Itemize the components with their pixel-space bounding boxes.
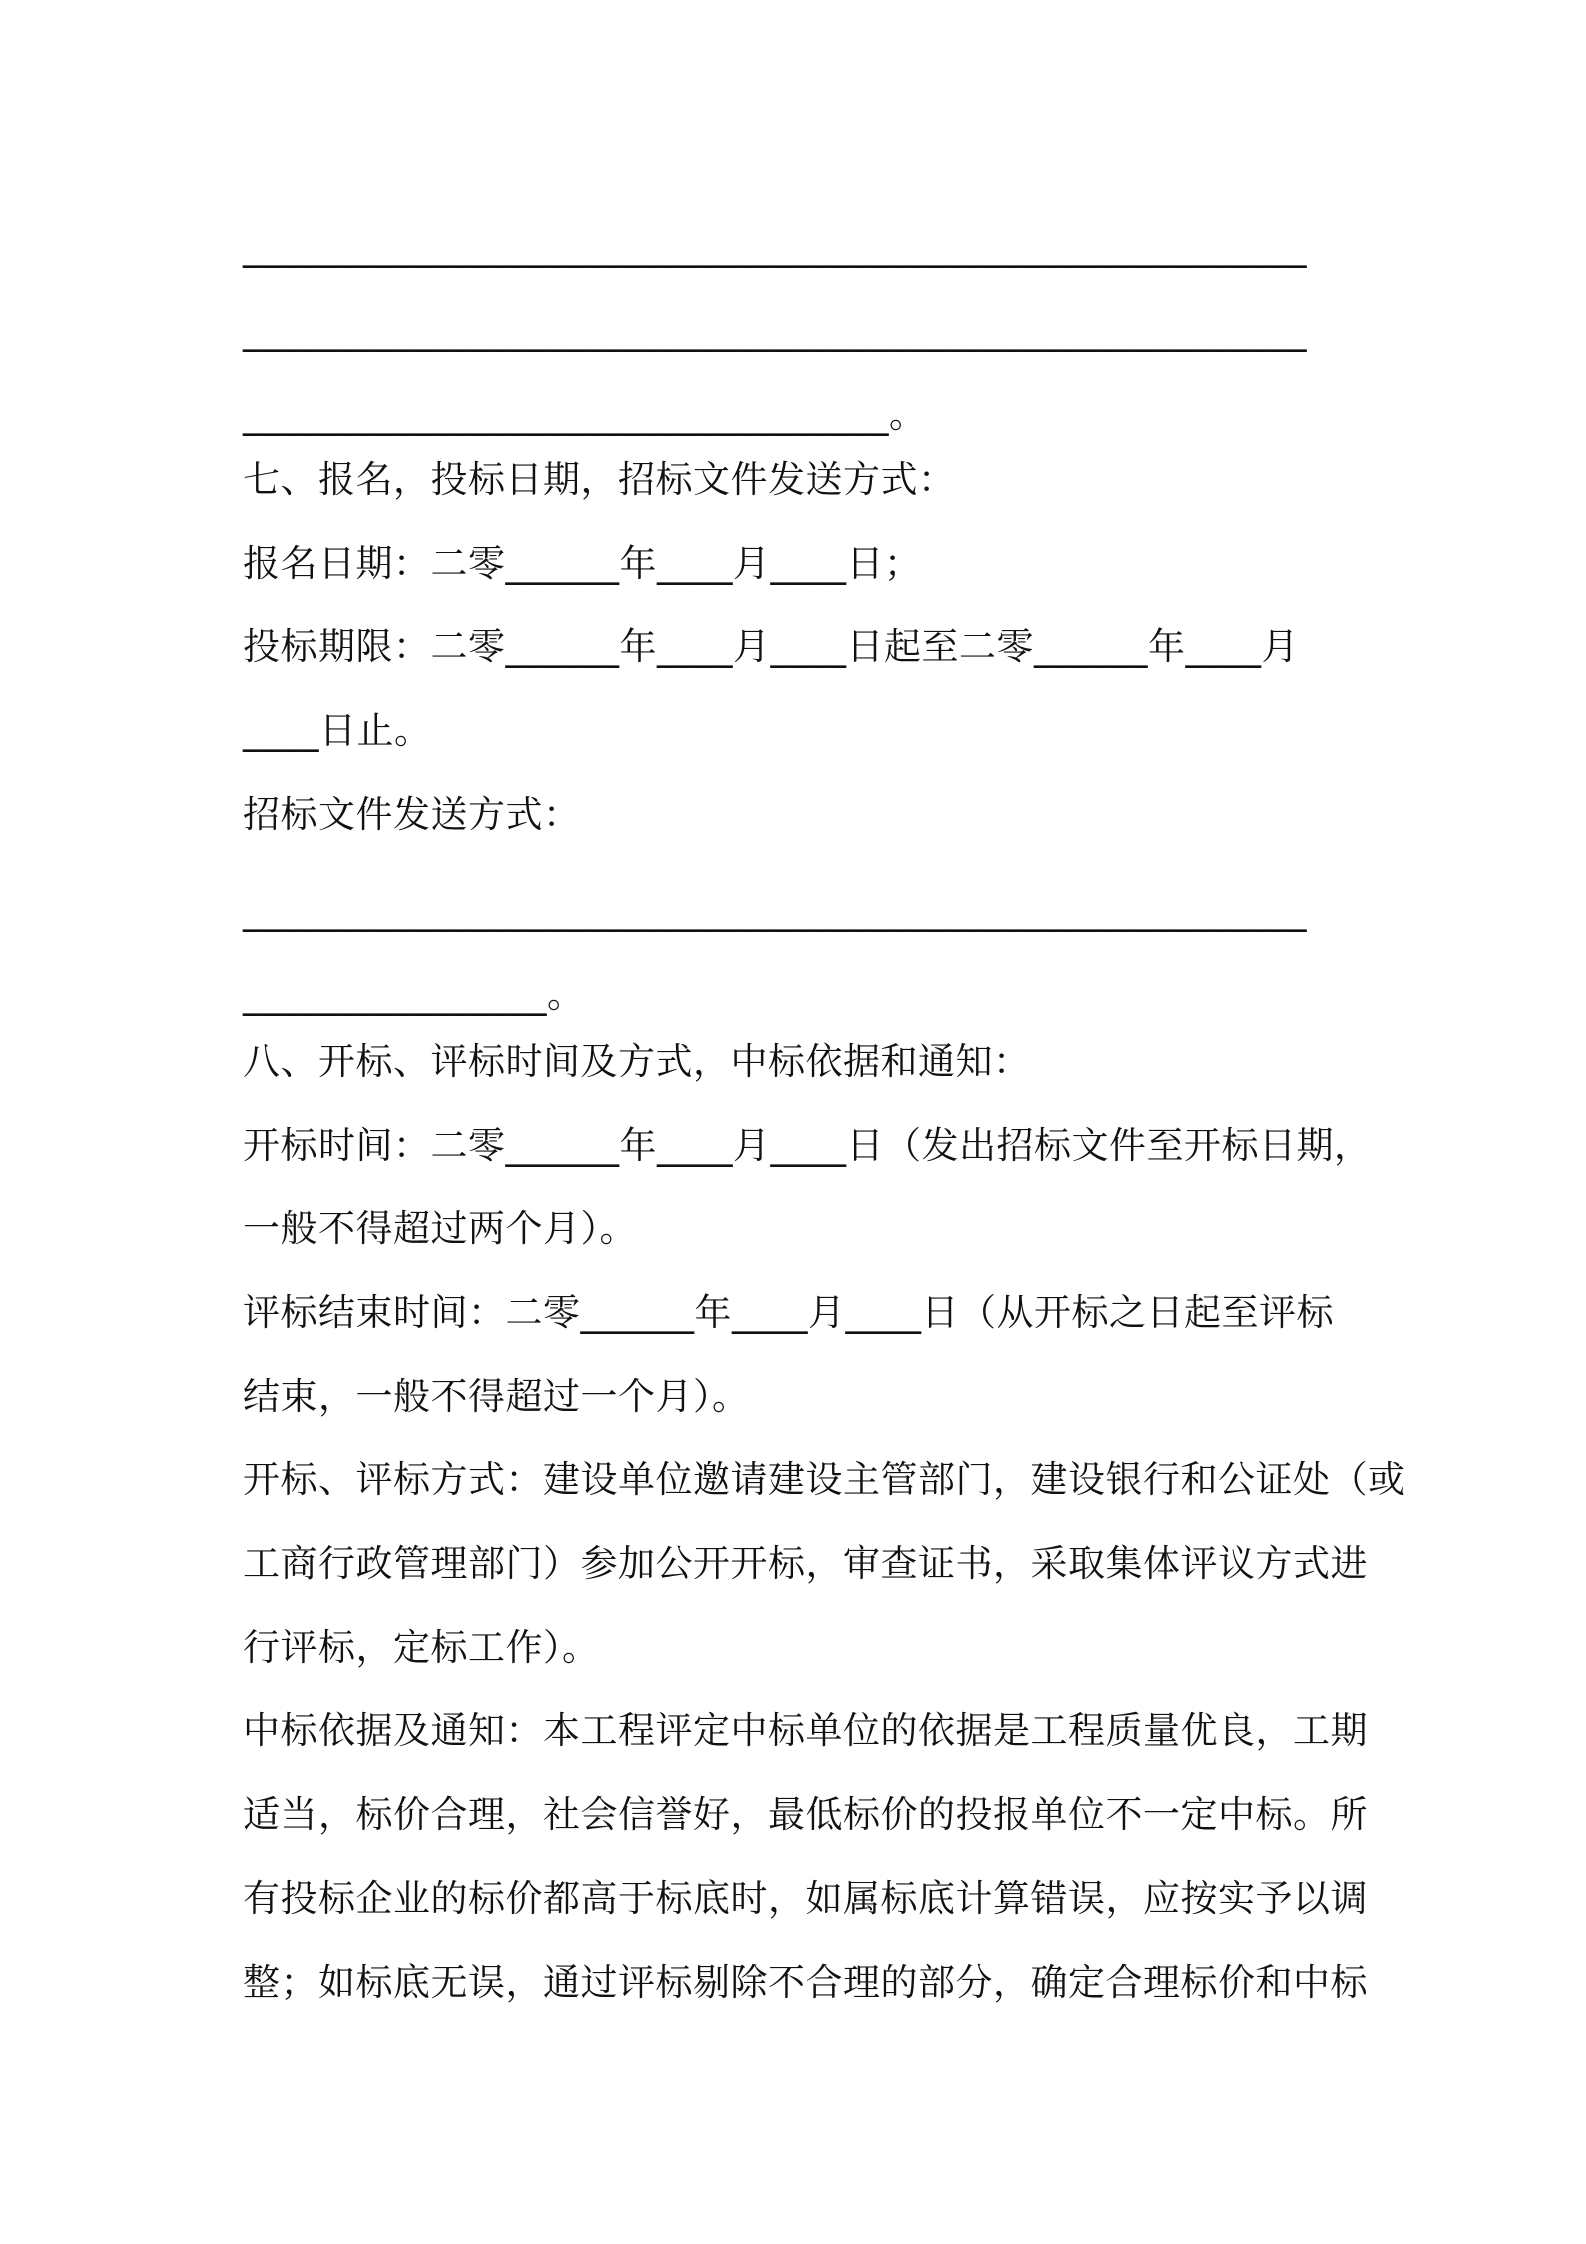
- body-text-line: 有投标企业的标价都高于标底时，如属标底计算错误，应按实予以调: [243, 1877, 1368, 1920]
- bid-period-line: ____日止。: [243, 709, 432, 752]
- body-text-line: 结束，一般不得超过一个月）。: [243, 1375, 750, 1418]
- blank-fill-line: ________________。: [243, 973, 585, 1016]
- blank-fill-line: ________________________________________________________: [243, 225, 1307, 268]
- section-heading: 七、报名，投标日期，招标文件发送方式：: [243, 458, 956, 501]
- body-text-line: 行评标，定标工作）。: [243, 1626, 600, 1669]
- body-text-line: 一般不得超过两个月）。: [243, 1207, 637, 1250]
- document-delivery-label: 招标文件发送方式：: [243, 793, 581, 836]
- body-text-line: 适当，标价合理，社会信誉好，最低标价的投报单位不一定中标。所: [243, 1793, 1368, 1836]
- registration-date-line: 报名日期：二零______年____月____日；: [243, 542, 922, 585]
- bid-period-line: 投标期限：二零______年____月____日起至二零______年____月: [243, 625, 1299, 668]
- body-text-line: 工商行政管理部门）参加公开开标，审查证书，采取集体评议方式进: [243, 1542, 1368, 1585]
- blank-fill-line: ________________________________________________________: [243, 309, 1307, 352]
- body-text-line: 中标依据及通知：本工程评定中标单位的依据是工程质量优良，工期: [243, 1709, 1368, 1752]
- blank-fill-line: ________________________________________________________: [243, 889, 1307, 932]
- body-text-line: 开标时间：二零______年____月____日（发出招标文件至开标日期，: [243, 1124, 1372, 1167]
- body-text-line: 评标结束时间：二零______年____月____日（从开标之日起至评标: [243, 1291, 1334, 1334]
- blank-fill-line: __________________________________。: [243, 393, 927, 436]
- section-heading: 八、开标、评标时间及方式，中标依据和通知：: [243, 1040, 1031, 1083]
- body-text-line: 开标、评标方式：建设单位邀请建设主管部门，建设银行和公证处（或: [243, 1458, 1406, 1501]
- body-text-line: 整；如标底无误，通过评标剔除不合理的部分，确定合理标价和中标: [243, 1961, 1368, 2004]
